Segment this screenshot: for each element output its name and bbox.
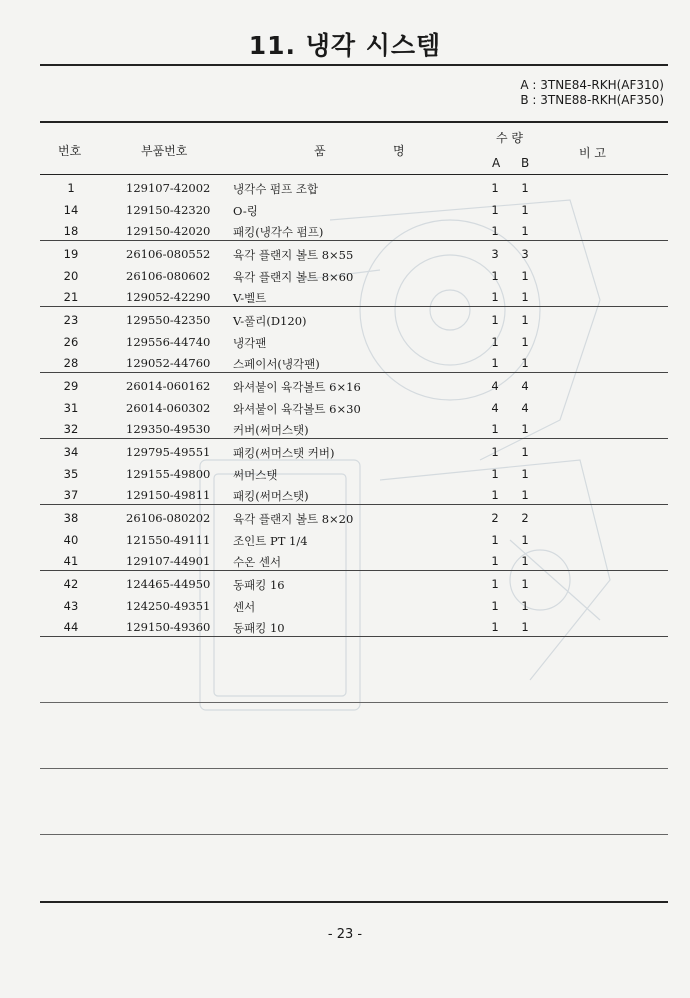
part-name: 냉각팬 bbox=[233, 335, 267, 350]
qty-b: 1 bbox=[521, 532, 529, 547]
part-name: V-벨트 bbox=[233, 291, 267, 305]
part-name: 스페이서(냉각팬) bbox=[233, 357, 320, 371]
qty-b: 2 bbox=[521, 511, 529, 525]
part-index: 38 bbox=[63, 511, 79, 525]
qty-b: 1 bbox=[521, 577, 529, 591]
qty-b: 1 bbox=[521, 620, 529, 634]
part-number: 129150-42020 bbox=[126, 224, 211, 238]
group-divider bbox=[40, 240, 668, 241]
qty-a: 2 bbox=[491, 511, 499, 525]
part-index: 23 bbox=[63, 313, 79, 327]
qty-a: 1 bbox=[491, 577, 499, 591]
part-index: 43 bbox=[63, 598, 79, 613]
qty-a: 1 bbox=[491, 268, 499, 283]
qty-b: 1 bbox=[521, 466, 529, 481]
table-bottom-rule bbox=[40, 901, 668, 903]
part-name: 센서 bbox=[233, 599, 256, 614]
qty-a: 1 bbox=[491, 334, 499, 349]
part-number: 129550-42350 bbox=[126, 313, 211, 327]
part-number: 129150-49360 bbox=[126, 620, 211, 634]
part-name: 와셔붙이 육각볼트 6×16 bbox=[233, 380, 361, 394]
part-number: 129052-44760 bbox=[126, 356, 211, 370]
page-title: 11. 냉각 시스템 bbox=[248, 31, 442, 60]
qty-b: 1 bbox=[521, 313, 529, 327]
model-b: B : 3TNE88-RKH(AF350) bbox=[520, 93, 664, 107]
qty-a: 1 bbox=[491, 532, 499, 547]
page-number: - 23 - bbox=[327, 927, 363, 942]
part-name: 육각 플랜지 볼트 8×55 bbox=[233, 248, 354, 262]
qty-a: 1 bbox=[491, 224, 499, 238]
header-part-no: 부품번호 bbox=[141, 144, 188, 158]
part-index: 26 bbox=[63, 334, 79, 349]
qty-b: 1 bbox=[521, 290, 529, 304]
qty-a: 1 bbox=[491, 356, 499, 370]
part-number: 124250-49351 bbox=[126, 598, 211, 613]
part-index: 1 bbox=[67, 181, 75, 195]
group-divider bbox=[40, 306, 668, 307]
qty-b: 1 bbox=[521, 445, 529, 459]
part-name: 패킹(써머스탯 커버) bbox=[233, 446, 335, 460]
part-name: 육각 플랜지 볼트 8×60 bbox=[233, 269, 354, 284]
part-name: 수온 센서 bbox=[233, 555, 282, 569]
part-number: 129107-44901 bbox=[126, 554, 211, 568]
part-index: 32 bbox=[63, 422, 79, 436]
part-number: 129107-42002 bbox=[126, 181, 211, 195]
part-number: 129052-42290 bbox=[126, 290, 211, 304]
header-remark: 비 고 bbox=[579, 146, 606, 160]
qty-a: 1 bbox=[491, 313, 499, 327]
part-number: 26014-060302 bbox=[126, 400, 211, 415]
part-index: 34 bbox=[63, 445, 79, 459]
qty-b: 3 bbox=[521, 247, 529, 261]
header-qty-a: A bbox=[492, 156, 501, 170]
qty-a: 4 bbox=[491, 400, 499, 415]
part-number: 129350-49530 bbox=[126, 422, 211, 436]
group-divider bbox=[40, 504, 668, 505]
blank-row-rule bbox=[40, 702, 668, 703]
part-name: 커버(써머스탯) bbox=[233, 423, 309, 437]
qty-a: 1 bbox=[491, 181, 499, 195]
part-index: 19 bbox=[63, 247, 79, 261]
qty-a: 1 bbox=[491, 445, 499, 459]
qty-a: 1 bbox=[491, 466, 499, 481]
qty-a: 1 bbox=[491, 598, 499, 613]
header-no: 번호 bbox=[58, 144, 82, 158]
qty-a: 1 bbox=[491, 422, 499, 436]
part-number: 26106-080552 bbox=[126, 247, 211, 261]
part-number: 26106-080602 bbox=[126, 268, 211, 283]
qty-a: 1 bbox=[491, 290, 499, 304]
part-index: 41 bbox=[63, 554, 79, 568]
part-index: 40 bbox=[63, 532, 79, 547]
qty-b: 1 bbox=[521, 488, 529, 502]
qty-b: 4 bbox=[521, 379, 529, 393]
part-index: 44 bbox=[63, 620, 79, 634]
part-name: 패킹(냉각수 펌프) bbox=[233, 225, 324, 239]
qty-b: 1 bbox=[521, 554, 529, 568]
qty-b: 1 bbox=[521, 334, 529, 349]
qty-a: 1 bbox=[491, 620, 499, 634]
header-qty-b: B bbox=[521, 156, 530, 170]
qty-b: 1 bbox=[521, 422, 529, 436]
part-number: 124465-44950 bbox=[126, 577, 211, 591]
part-number: 129795-49551 bbox=[126, 445, 211, 459]
qty-b: 1 bbox=[521, 268, 529, 283]
part-name: V-풀리(D120) bbox=[233, 314, 307, 328]
part-index: 18 bbox=[63, 224, 79, 238]
part-number: 129556-44740 bbox=[126, 334, 211, 349]
qty-b: 1 bbox=[521, 202, 529, 217]
header-name-2: 명 bbox=[393, 144, 405, 158]
qty-a: 4 bbox=[491, 379, 499, 393]
header-name-1: 품 bbox=[314, 144, 326, 158]
group-divider bbox=[40, 636, 668, 637]
qty-b: 1 bbox=[521, 356, 529, 370]
part-name: 패킹(써머스탯) bbox=[233, 489, 309, 503]
part-name: 써머스탯 bbox=[233, 467, 278, 482]
part-index: 20 bbox=[63, 268, 79, 283]
part-number: 26106-080202 bbox=[126, 511, 211, 525]
part-name: 동패킹 10 bbox=[233, 621, 285, 635]
table-top-rule bbox=[40, 121, 668, 123]
qty-a: 1 bbox=[491, 554, 499, 568]
part-name: O-링 bbox=[233, 203, 258, 218]
part-index: 28 bbox=[63, 356, 79, 370]
part-name: 와셔붙이 육각볼트 6×30 bbox=[233, 401, 361, 416]
part-index: 14 bbox=[63, 202, 79, 217]
group-divider bbox=[40, 438, 668, 439]
qty-b: 1 bbox=[521, 181, 529, 195]
part-number: 129155-49800 bbox=[126, 466, 211, 481]
header-qty: 수 량 bbox=[496, 131, 523, 145]
part-name: 냉각수 펌프 조합 bbox=[233, 182, 319, 196]
model-legend bbox=[520, 78, 664, 108]
part-index: 37 bbox=[63, 488, 79, 502]
part-index: 21 bbox=[63, 290, 79, 304]
part-number: 26014-060162 bbox=[126, 379, 211, 393]
blank-row-rule bbox=[40, 768, 668, 769]
header-bottom-rule bbox=[40, 174, 668, 175]
part-index: 42 bbox=[63, 577, 79, 591]
group-divider bbox=[40, 570, 668, 571]
qty-a: 1 bbox=[491, 488, 499, 502]
part-name: 동패킹 16 bbox=[233, 578, 285, 592]
qty-b: 4 bbox=[521, 400, 529, 415]
qty-a: 1 bbox=[491, 202, 499, 217]
qty-a: 3 bbox=[491, 247, 499, 261]
part-index: 29 bbox=[63, 379, 79, 393]
title-underline bbox=[40, 64, 668, 66]
part-number: 129150-49811 bbox=[126, 488, 211, 502]
model-a: A : 3TNE84-RKH(AF310) bbox=[520, 78, 664, 92]
qty-b: 1 bbox=[521, 224, 529, 238]
qty-b: 1 bbox=[521, 598, 529, 613]
part-name: 육각 플랜지 볼트 8×20 bbox=[233, 512, 354, 526]
blank-row-rule bbox=[40, 834, 668, 835]
part-index: 31 bbox=[63, 400, 79, 415]
group-divider bbox=[40, 372, 668, 373]
part-index: 35 bbox=[63, 466, 79, 481]
part-name: 조인트 PT 1/4 bbox=[233, 533, 308, 548]
part-number: 121550-49111 bbox=[126, 532, 211, 547]
part-number: 129150-42320 bbox=[126, 202, 211, 217]
